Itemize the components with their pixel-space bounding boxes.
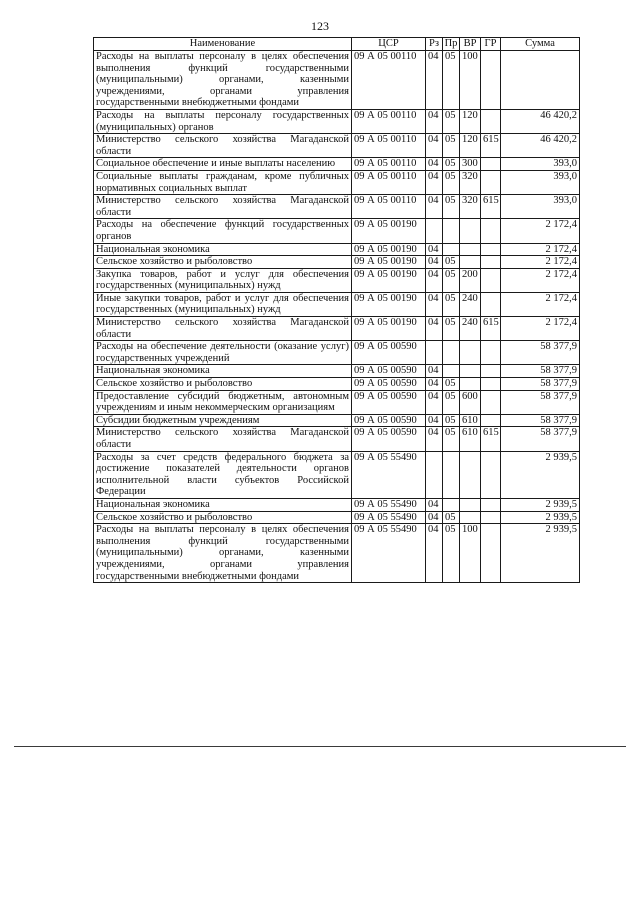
cell-pr: 05	[443, 427, 460, 451]
table-row	[94, 158, 580, 171]
table-row	[94, 451, 580, 498]
cell-sum: 58 377,9	[501, 414, 580, 427]
cell-rz: 04	[426, 365, 443, 378]
cell-name: Иные закупки товаров, работ и услуг для обеспечения государственных (муниципальных) нужд	[94, 292, 352, 316]
cell-csr: 09 А 05 00590	[352, 390, 426, 414]
cell-pr: 05	[443, 51, 460, 110]
cell-pr: 05	[443, 317, 460, 341]
table-row	[94, 170, 580, 194]
table-row	[94, 378, 580, 391]
table-row	[94, 51, 580, 110]
cell-sum: 58 377,9	[501, 341, 580, 365]
cell-sum: 393,0	[501, 195, 580, 219]
cell-rz: 04	[426, 378, 443, 391]
cell-csr: 09 А 05 00590	[352, 341, 426, 365]
table-row	[94, 365, 580, 378]
cell-vr: 320	[460, 170, 481, 194]
cell-sum: 58 377,9	[501, 427, 580, 451]
cell-name: Социальное обеспечение и иные выплаты населению	[94, 158, 352, 171]
cell-csr: 09 А 05 00590	[352, 365, 426, 378]
cell-sum: 2 939,5	[501, 524, 580, 583]
page-number: 123	[311, 19, 329, 33]
cell-sum: 2 172,4	[501, 317, 580, 341]
cell-vr	[460, 511, 481, 524]
cell-gr	[481, 158, 501, 171]
cell-vr	[460, 341, 481, 365]
cell-vr: 240	[460, 292, 481, 316]
cell-csr: 09 А 05 00190	[352, 317, 426, 341]
table-row	[94, 256, 580, 269]
cell-rz: 04	[426, 134, 443, 158]
cell-sum: 2 172,4	[501, 219, 580, 243]
cell-vr	[460, 498, 481, 511]
cell-name: Закупка товаров, работ и услуг для обеспечения государственных (муниципальных) нужд	[94, 268, 352, 292]
cell-name: Расходы за счет средств федерального бюджета за достижение показателей деятельности органов исполнительной власти субъектов Российской Федерации	[94, 451, 352, 498]
cell-vr	[460, 378, 481, 391]
table-row	[94, 268, 580, 292]
cell-rz: 04	[426, 195, 443, 219]
cell-pr	[443, 451, 460, 498]
cell-gr	[481, 414, 501, 427]
cell-sum: 46 420,2	[501, 134, 580, 158]
cell-vr	[460, 219, 481, 243]
cell-csr: 09 А 05 55490	[352, 498, 426, 511]
cell-rz: 04	[426, 51, 443, 110]
cell-pr	[443, 341, 460, 365]
cell-pr: 05	[443, 390, 460, 414]
cell-pr: 05	[443, 195, 460, 219]
cell-vr: 120	[460, 134, 481, 158]
header-csr: ЦСР	[352, 38, 426, 51]
cell-vr: 610	[460, 427, 481, 451]
cell-name: Министерство сельского хозяйства Магаданской области	[94, 317, 352, 341]
cell-name: Субсидии бюджетным учреждениям	[94, 414, 352, 427]
cell-pr: 05	[443, 256, 460, 269]
cell-gr	[481, 268, 501, 292]
cell-csr: 09 А 05 55490	[352, 511, 426, 524]
cell-csr: 09 А 05 00590	[352, 378, 426, 391]
cell-gr	[481, 365, 501, 378]
cell-csr: 09 А 05 00190	[352, 292, 426, 316]
cell-vr: 100	[460, 524, 481, 583]
cell-rz: 04	[426, 109, 443, 133]
cell-rz: 04	[426, 390, 443, 414]
cell-gr	[481, 451, 501, 498]
header-row	[94, 38, 580, 51]
cell-name: Министерство сельского хозяйства Магаданской области	[94, 427, 352, 451]
table-row	[94, 427, 580, 451]
cell-rz: 04	[426, 268, 443, 292]
cell-csr: 09 А 05 00190	[352, 219, 426, 243]
table-row	[94, 498, 580, 511]
cell-csr: 09 А 05 55490	[352, 524, 426, 583]
cell-name: Расходы на выплаты персоналу государственных (муниципальных) органов	[94, 109, 352, 133]
cell-pr: 05	[443, 292, 460, 316]
cell-gr	[481, 256, 501, 269]
cell-pr: 05	[443, 134, 460, 158]
budget-table	[93, 37, 580, 583]
cell-rz: 04	[426, 158, 443, 171]
cell-name: Национальная экономика	[94, 243, 352, 256]
cell-vr: 320	[460, 195, 481, 219]
header-sum: Сумма	[501, 38, 580, 51]
table-row	[94, 195, 580, 219]
header-pr: Пр	[443, 38, 460, 51]
cell-rz	[426, 219, 443, 243]
cell-csr: 09 А 05 00590	[352, 414, 426, 427]
cell-csr: 09 А 05 00110	[352, 51, 426, 110]
cell-name: Расходы на выплаты персоналу в целях обеспечения выполнения функций государственными (муниципальными) органами, казенными учреждениями, органами управления государственными внебюджетными фондами	[94, 524, 352, 583]
cell-pr	[443, 365, 460, 378]
cell-vr: 240	[460, 317, 481, 341]
cell-rz: 04	[426, 498, 443, 511]
cell-gr	[481, 219, 501, 243]
cell-name: Расходы на обеспечение функций государственных органов	[94, 219, 352, 243]
table-row	[94, 109, 580, 133]
cell-rz: 04	[426, 524, 443, 583]
cell-gr	[481, 243, 501, 256]
cell-sum: 2 172,4	[501, 268, 580, 292]
cell-sum: 2 939,5	[501, 511, 580, 524]
cell-gr	[481, 498, 501, 511]
cell-name: Национальная экономика	[94, 498, 352, 511]
cell-vr	[460, 451, 481, 498]
cell-csr: 09 А 05 00190	[352, 268, 426, 292]
cell-pr: 05	[443, 109, 460, 133]
cell-rz: 04	[426, 243, 443, 256]
cell-name: Расходы на обеспечение деятельности (оказание услуг) государственных учреждений	[94, 341, 352, 365]
cell-vr	[460, 365, 481, 378]
cell-vr: 300	[460, 158, 481, 171]
cell-gr: 615	[481, 317, 501, 341]
cell-rz	[426, 451, 443, 498]
cell-sum: 393,0	[501, 170, 580, 194]
cell-pr: 05	[443, 378, 460, 391]
cell-name: Министерство сельского хозяйства Магаданской области	[94, 134, 352, 158]
cell-pr: 05	[443, 170, 460, 194]
cell-pr	[443, 219, 460, 243]
cell-pr	[443, 243, 460, 256]
cell-gr	[481, 292, 501, 316]
cell-sum: 58 377,9	[501, 390, 580, 414]
cell-vr: 610	[460, 414, 481, 427]
cell-pr	[443, 498, 460, 511]
cell-vr	[460, 243, 481, 256]
cell-name: Сельское хозяйство и рыболовство	[94, 256, 352, 269]
cell-csr: 09 А 05 00110	[352, 195, 426, 219]
cell-gr: 615	[481, 427, 501, 451]
cell-pr: 05	[443, 268, 460, 292]
cell-vr: 120	[460, 109, 481, 133]
table-row	[94, 341, 580, 365]
cell-pr: 05	[443, 511, 460, 524]
cell-rz: 04	[426, 292, 443, 316]
cell-rz: 04	[426, 256, 443, 269]
cell-sum: 2 172,4	[501, 256, 580, 269]
cell-pr: 05	[443, 158, 460, 171]
cell-gr: 615	[481, 134, 501, 158]
cell-gr: 615	[481, 195, 501, 219]
cell-csr: 09 А 05 00110	[352, 109, 426, 133]
cell-name: Расходы на выплаты персоналу в целях обеспечения выполнения функций государственными (муниципальными) органами, казенными учреждениями, органами управления государственными внебюджетными фондами	[94, 51, 352, 110]
cell-sum: 58 377,9	[501, 378, 580, 391]
cell-gr	[481, 170, 501, 194]
cell-rz	[426, 341, 443, 365]
cell-rz: 04	[426, 317, 443, 341]
table-row	[94, 524, 580, 583]
cell-name: Сельское хозяйство и рыболовство	[94, 378, 352, 391]
header-vr: ВР	[460, 38, 481, 51]
table-row	[94, 243, 580, 256]
cell-sum: 2 939,5	[501, 498, 580, 511]
header-name: Наименование	[94, 38, 352, 51]
table-row	[94, 292, 580, 316]
cell-rz: 04	[426, 511, 443, 524]
cell-csr: 09 А 05 00110	[352, 134, 426, 158]
cell-gr	[481, 378, 501, 391]
cell-vr: 600	[460, 390, 481, 414]
cell-name: Социальные выплаты гражданам, кроме публичных нормативных социальных выплат	[94, 170, 352, 194]
table-row	[94, 219, 580, 243]
cell-name: Министерство сельского хозяйства Магаданской области	[94, 195, 352, 219]
cell-name: Предоставление субсидий бюджетным, автономным учреждениям и иным некоммерческим организациям	[94, 390, 352, 414]
cell-csr: 09 А 05 55490	[352, 451, 426, 498]
cell-vr: 100	[460, 51, 481, 110]
cell-gr	[481, 109, 501, 133]
cell-csr: 09 А 05 00110	[352, 170, 426, 194]
cell-vr	[460, 256, 481, 269]
table-row	[94, 390, 580, 414]
cell-sum: 393,0	[501, 158, 580, 171]
cell-gr	[481, 390, 501, 414]
cell-rz: 04	[426, 170, 443, 194]
cell-vr: 200	[460, 268, 481, 292]
cell-sum: 58 377,9	[501, 365, 580, 378]
table-row	[94, 511, 580, 524]
cell-rz: 04	[426, 427, 443, 451]
table-row	[94, 134, 580, 158]
cell-sum: 2 172,4	[501, 243, 580, 256]
table-row	[94, 317, 580, 341]
table-row	[94, 414, 580, 427]
cell-sum: 2 939,5	[501, 451, 580, 498]
cell-sum	[501, 51, 580, 110]
cell-csr: 09 А 05 00110	[352, 158, 426, 171]
cell-name: Сельское хозяйство и рыболовство	[94, 511, 352, 524]
cell-gr	[481, 341, 501, 365]
cell-csr: 09 А 05 00590	[352, 427, 426, 451]
bottom-rule	[14, 746, 626, 747]
cell-rz: 04	[426, 414, 443, 427]
cell-csr: 09 А 05 00190	[352, 243, 426, 256]
cell-pr: 05	[443, 524, 460, 583]
cell-sum: 2 172,4	[501, 292, 580, 316]
cell-sum: 46 420,2	[501, 109, 580, 133]
header-rz: Рз	[426, 38, 443, 51]
header-gr: ГР	[481, 38, 501, 51]
cell-gr	[481, 51, 501, 110]
cell-gr	[481, 511, 501, 524]
cell-csr: 09 А 05 00190	[352, 256, 426, 269]
cell-gr	[481, 524, 501, 583]
cell-pr: 05	[443, 414, 460, 427]
cell-name: Национальная экономика	[94, 365, 352, 378]
